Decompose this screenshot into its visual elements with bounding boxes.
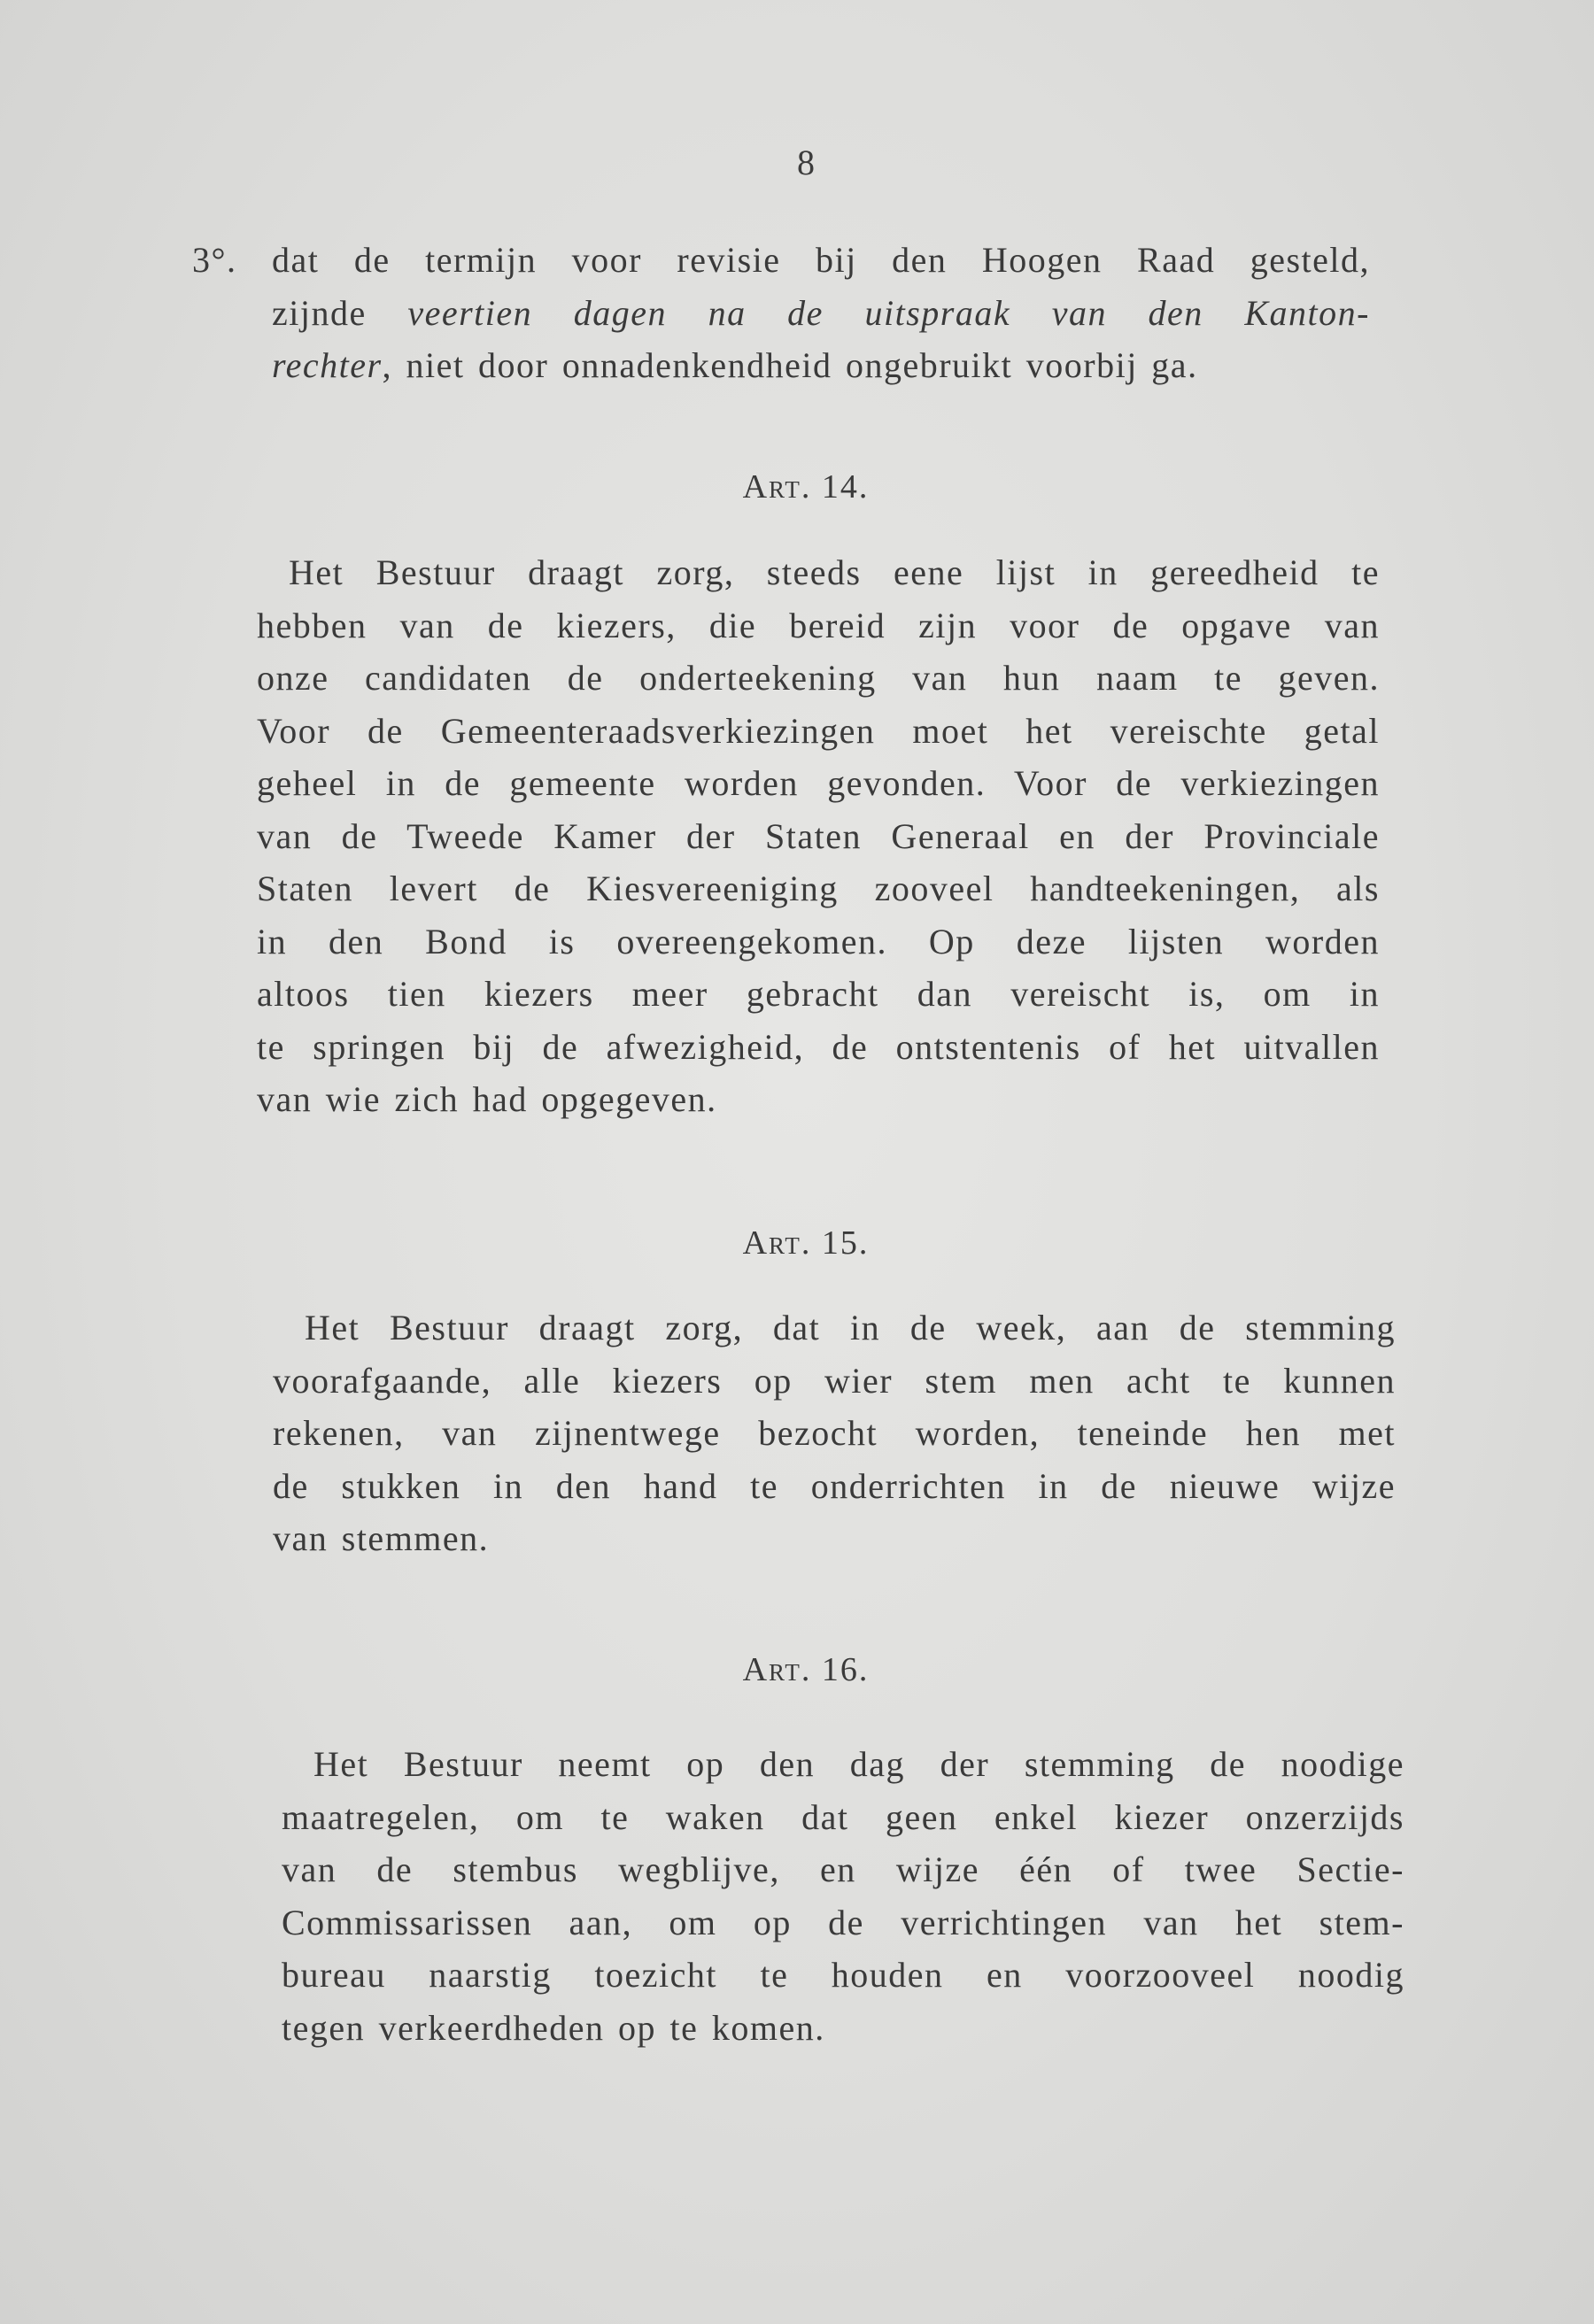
paragraph-line: maatregelen, om te waken dat geen enkel kiezer onzerzijds <box>282 1796 1404 1837</box>
paragraph-line: van de stembus wegblijve, en wijze één of twee Sectie- <box>282 1849 1404 1889</box>
paragraph-line: Commissarissen aan, om op de verrichtingen van het stem- <box>282 1902 1404 1942</box>
page-number: 8 <box>797 143 815 182</box>
article-paragraph <box>273 1301 1396 1565</box>
article-number: 14. <box>821 468 870 506</box>
paragraph-line: Voor de Gemeenteraadsverkiezingen moet het vereischte getal <box>257 710 1380 751</box>
paragraph-line: rekenen, van zijnentwege bezocht worden, teneinde hen met <box>273 1413 1396 1453</box>
paragraph-line: in den Bond is overeengekomen. Op deze lijsten worden <box>257 921 1380 961</box>
paragraph-line: Staten levert de Kiesvereeniging zooveel handteekeningen, als <box>257 869 1380 908</box>
paragraph-line: van wie zich had opgegeven. <box>257 1079 717 1119</box>
paragraph-line <box>272 287 1370 340</box>
paragraph-line: Het Bestuur neemt op den dag der stemming de noodige <box>313 1744 1404 1784</box>
italic-text: veertien dagen na de uitspraak van den Kanton- <box>407 292 1370 333</box>
paragraph-text: zijnde <box>272 292 367 333</box>
paragraph-line: Het Bestuur draagt zorg, steeds eene lijst in gereedheid te <box>289 552 1380 592</box>
paragraph-line: geheel in de gemeente worden gevonden. Voor de verkiezingen <box>257 763 1380 803</box>
paragraph-line: van stemmen. <box>273 1518 490 1558</box>
item-3-paragraph <box>192 234 1370 392</box>
article-paragraph <box>282 1738 1404 2054</box>
paragraph-line: tegen verkeerdheden op te komen. <box>282 2007 825 2048</box>
paragraph-line: voorafgaande, alle kiezers op wier stem men acht te kunnen <box>273 1360 1396 1401</box>
paragraph-line: te springen bij de afwezigheid, de ontstentenis of het uitvallen <box>257 1026 1380 1067</box>
article-heading <box>0 1650 1594 1689</box>
paragraph-line: hebben van de kiezers, die bereid zijn voor de opgave van <box>257 605 1380 645</box>
paragraph-line: onze candidaten de onderteekening van hun naam te geven. <box>257 658 1380 698</box>
italic-text: rechter <box>272 345 383 385</box>
paragraph-line: dat de termijn voor revisie bij den Hoogen Raad gesteld, <box>272 240 1370 280</box>
article-label: Art. <box>742 1224 812 1262</box>
paragraph-line: Het Bestuur draagt zorg, dat in de week, aan de stemming <box>305 1308 1396 1347</box>
paragraph-line: bureau naarstig toezicht te houden en voorzooveel noodig <box>282 1955 1404 1995</box>
paragraph-line: van de Tweede Kamer der Staten Generaal en der Provinciale <box>257 815 1380 856</box>
article-heading <box>0 1224 1594 1262</box>
article-heading <box>0 467 1594 506</box>
article-number: 15. <box>821 1224 870 1262</box>
item-marker: 3°. <box>192 240 237 280</box>
article-label: Art. <box>742 1651 812 1688</box>
article-paragraph <box>257 546 1380 1126</box>
article-label: Art. <box>742 468 812 506</box>
paragraph-line: de stukken in den hand te onderrichten in de nieuwe wijze <box>273 1465 1396 1506</box>
paragraph-line <box>272 339 1370 392</box>
article-number: 16. <box>821 1651 870 1688</box>
paragraph-text: , niet door onnadenkendheid ongebruikt voorbij ga. <box>382 345 1198 385</box>
paragraph-line: altoos tien kiezers meer gebracht dan vereischt is, om in <box>257 974 1380 1014</box>
